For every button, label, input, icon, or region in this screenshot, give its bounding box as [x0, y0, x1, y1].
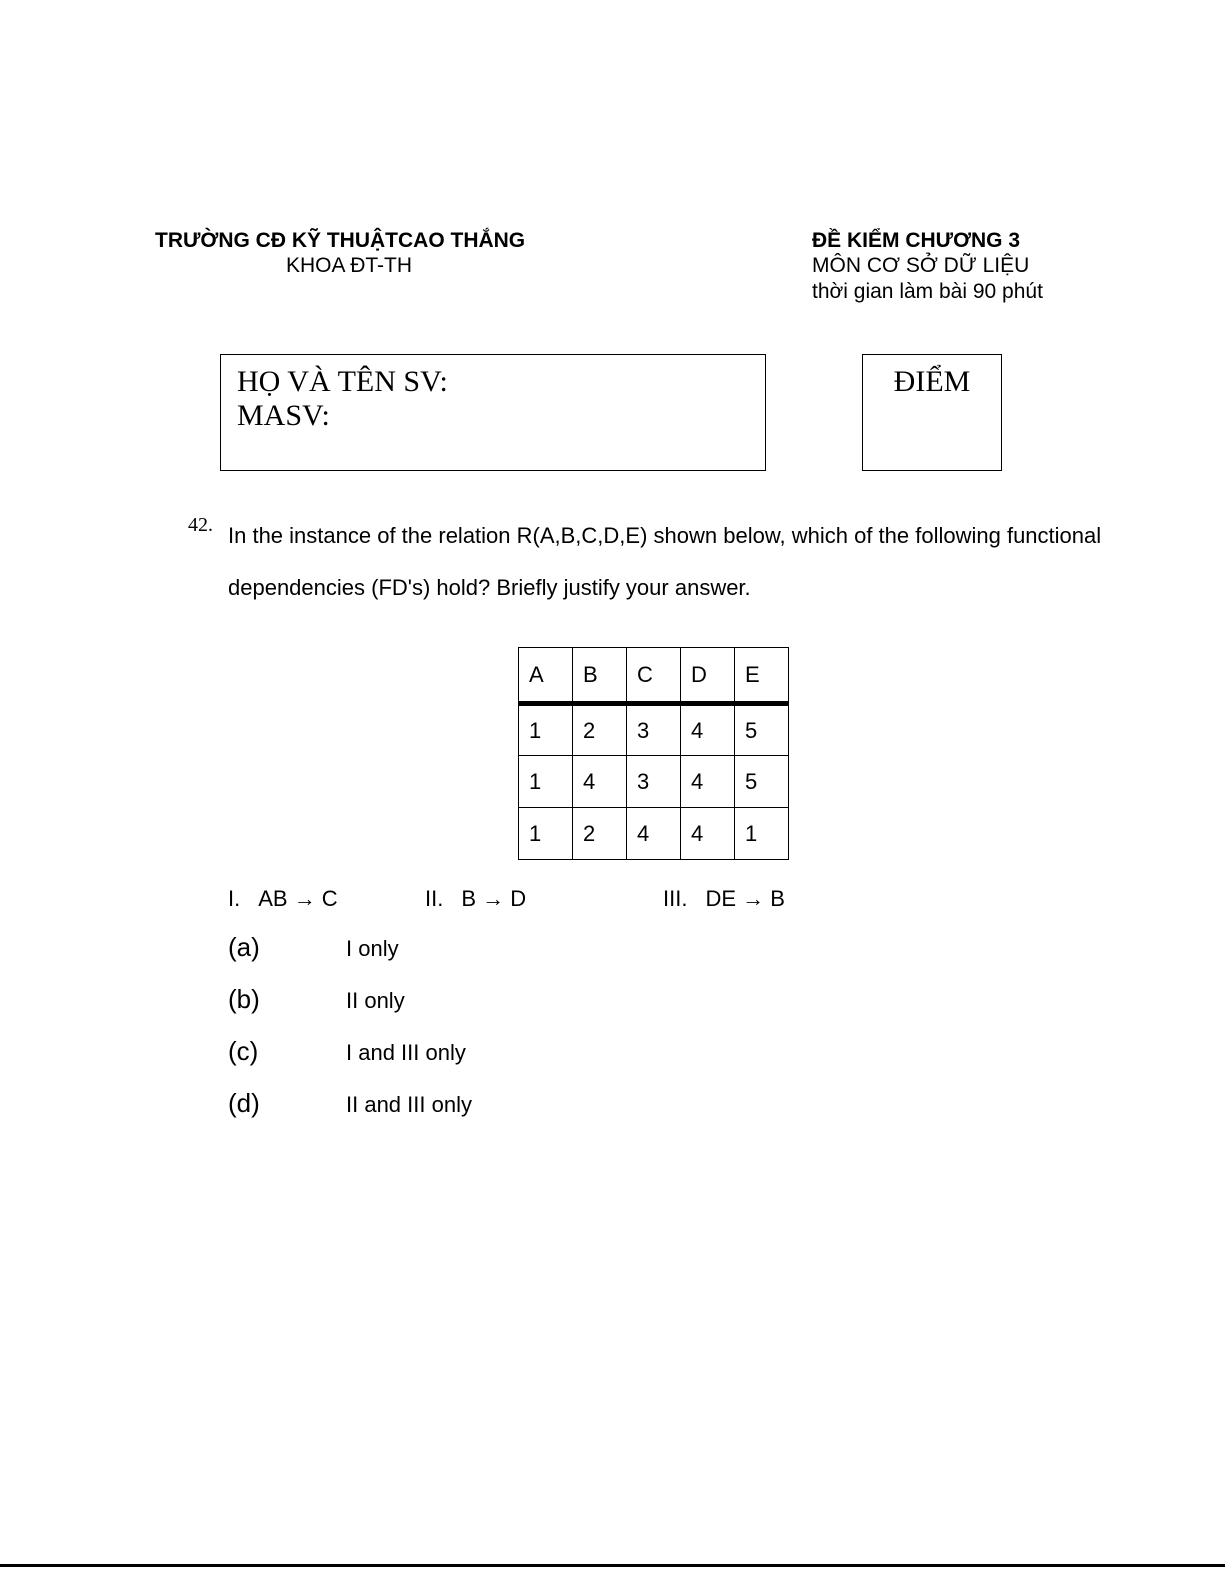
statement-numeral: I. — [228, 886, 241, 911]
statement-iii — [663, 886, 785, 912]
table-cell: 1 — [735, 808, 789, 860]
student-name-label: HỌ VÀ TÊN SV: — [237, 365, 448, 398]
column-header: A — [519, 648, 573, 704]
student-info-box[interactable] — [220, 354, 766, 471]
score-box — [862, 354, 1002, 471]
statement-fd: AB → C — [258, 886, 338, 911]
exam-duration: thời gian làm bài 90 phút — [812, 280, 1043, 303]
option-c-text[interactable]: I and III only — [346, 1040, 466, 1065]
column-header: B — [573, 648, 627, 704]
option-b-label[interactable]: (b) — [228, 984, 260, 1014]
table-cell: 3 — [627, 704, 681, 756]
faculty-name: KHOA ĐT-TH — [286, 254, 413, 277]
exam-title: ĐỀ KIỂM CHƯƠNG 3 — [812, 229, 1021, 252]
statement-fd: B → D — [461, 886, 527, 911]
table-cell: 2 — [573, 704, 627, 756]
table-row — [519, 808, 789, 860]
table-row — [519, 756, 789, 808]
statement-i — [228, 886, 338, 912]
subject-name: MÔN CƠ SỞ DỮ LIỆU — [812, 254, 1030, 277]
table-cell: 1 — [519, 808, 573, 860]
table-header-row — [519, 648, 789, 704]
option-b-text[interactable]: II only — [346, 988, 405, 1013]
option-a-label[interactable]: (a) — [228, 932, 260, 962]
statement-numeral: II. — [425, 886, 444, 911]
relation-table — [518, 647, 789, 860]
column-header: E — [735, 648, 789, 704]
table-cell: 1 — [519, 704, 573, 756]
table-cell: 4 — [573, 756, 627, 808]
table-cell: 5 — [735, 704, 789, 756]
table-cell: 4 — [627, 808, 681, 860]
table-cell: 2 — [573, 808, 627, 860]
column-header: D — [681, 648, 735, 704]
table-cell: 3 — [627, 756, 681, 808]
table-cell: 4 — [681, 808, 735, 860]
question-number: 42. — [188, 514, 213, 536]
school-name: TRƯỜNG CĐ KỸ THUẬTCAO THẮNG — [155, 229, 526, 252]
option-c-label[interactable]: (c) — [228, 1036, 259, 1066]
statement-ii — [425, 886, 526, 912]
table-row — [519, 704, 789, 756]
option-a-text[interactable]: I only — [346, 936, 399, 961]
column-header: C — [627, 648, 681, 704]
table-cell: 4 — [681, 704, 735, 756]
page-bottom-rule — [0, 1564, 1225, 1567]
question-text: In the instance of the relation R(A,B,C,D,E) shown below, which of the following functional dependencies (FD's) hold? Briefly justify your answer. — [228, 523, 1102, 600]
table-cell: 1 — [519, 756, 573, 808]
statement-fd: DE → B — [705, 886, 785, 911]
student-id-label: MASV: — [237, 399, 330, 432]
statement-numeral: III. — [663, 886, 688, 911]
option-d-label[interactable]: (d) — [228, 1088, 260, 1118]
score-label: ĐIỂM — [893, 365, 971, 398]
option-d-text[interactable]: II and III only — [346, 1092, 472, 1117]
table-cell: 4 — [681, 756, 735, 808]
table-cell: 5 — [735, 756, 789, 808]
